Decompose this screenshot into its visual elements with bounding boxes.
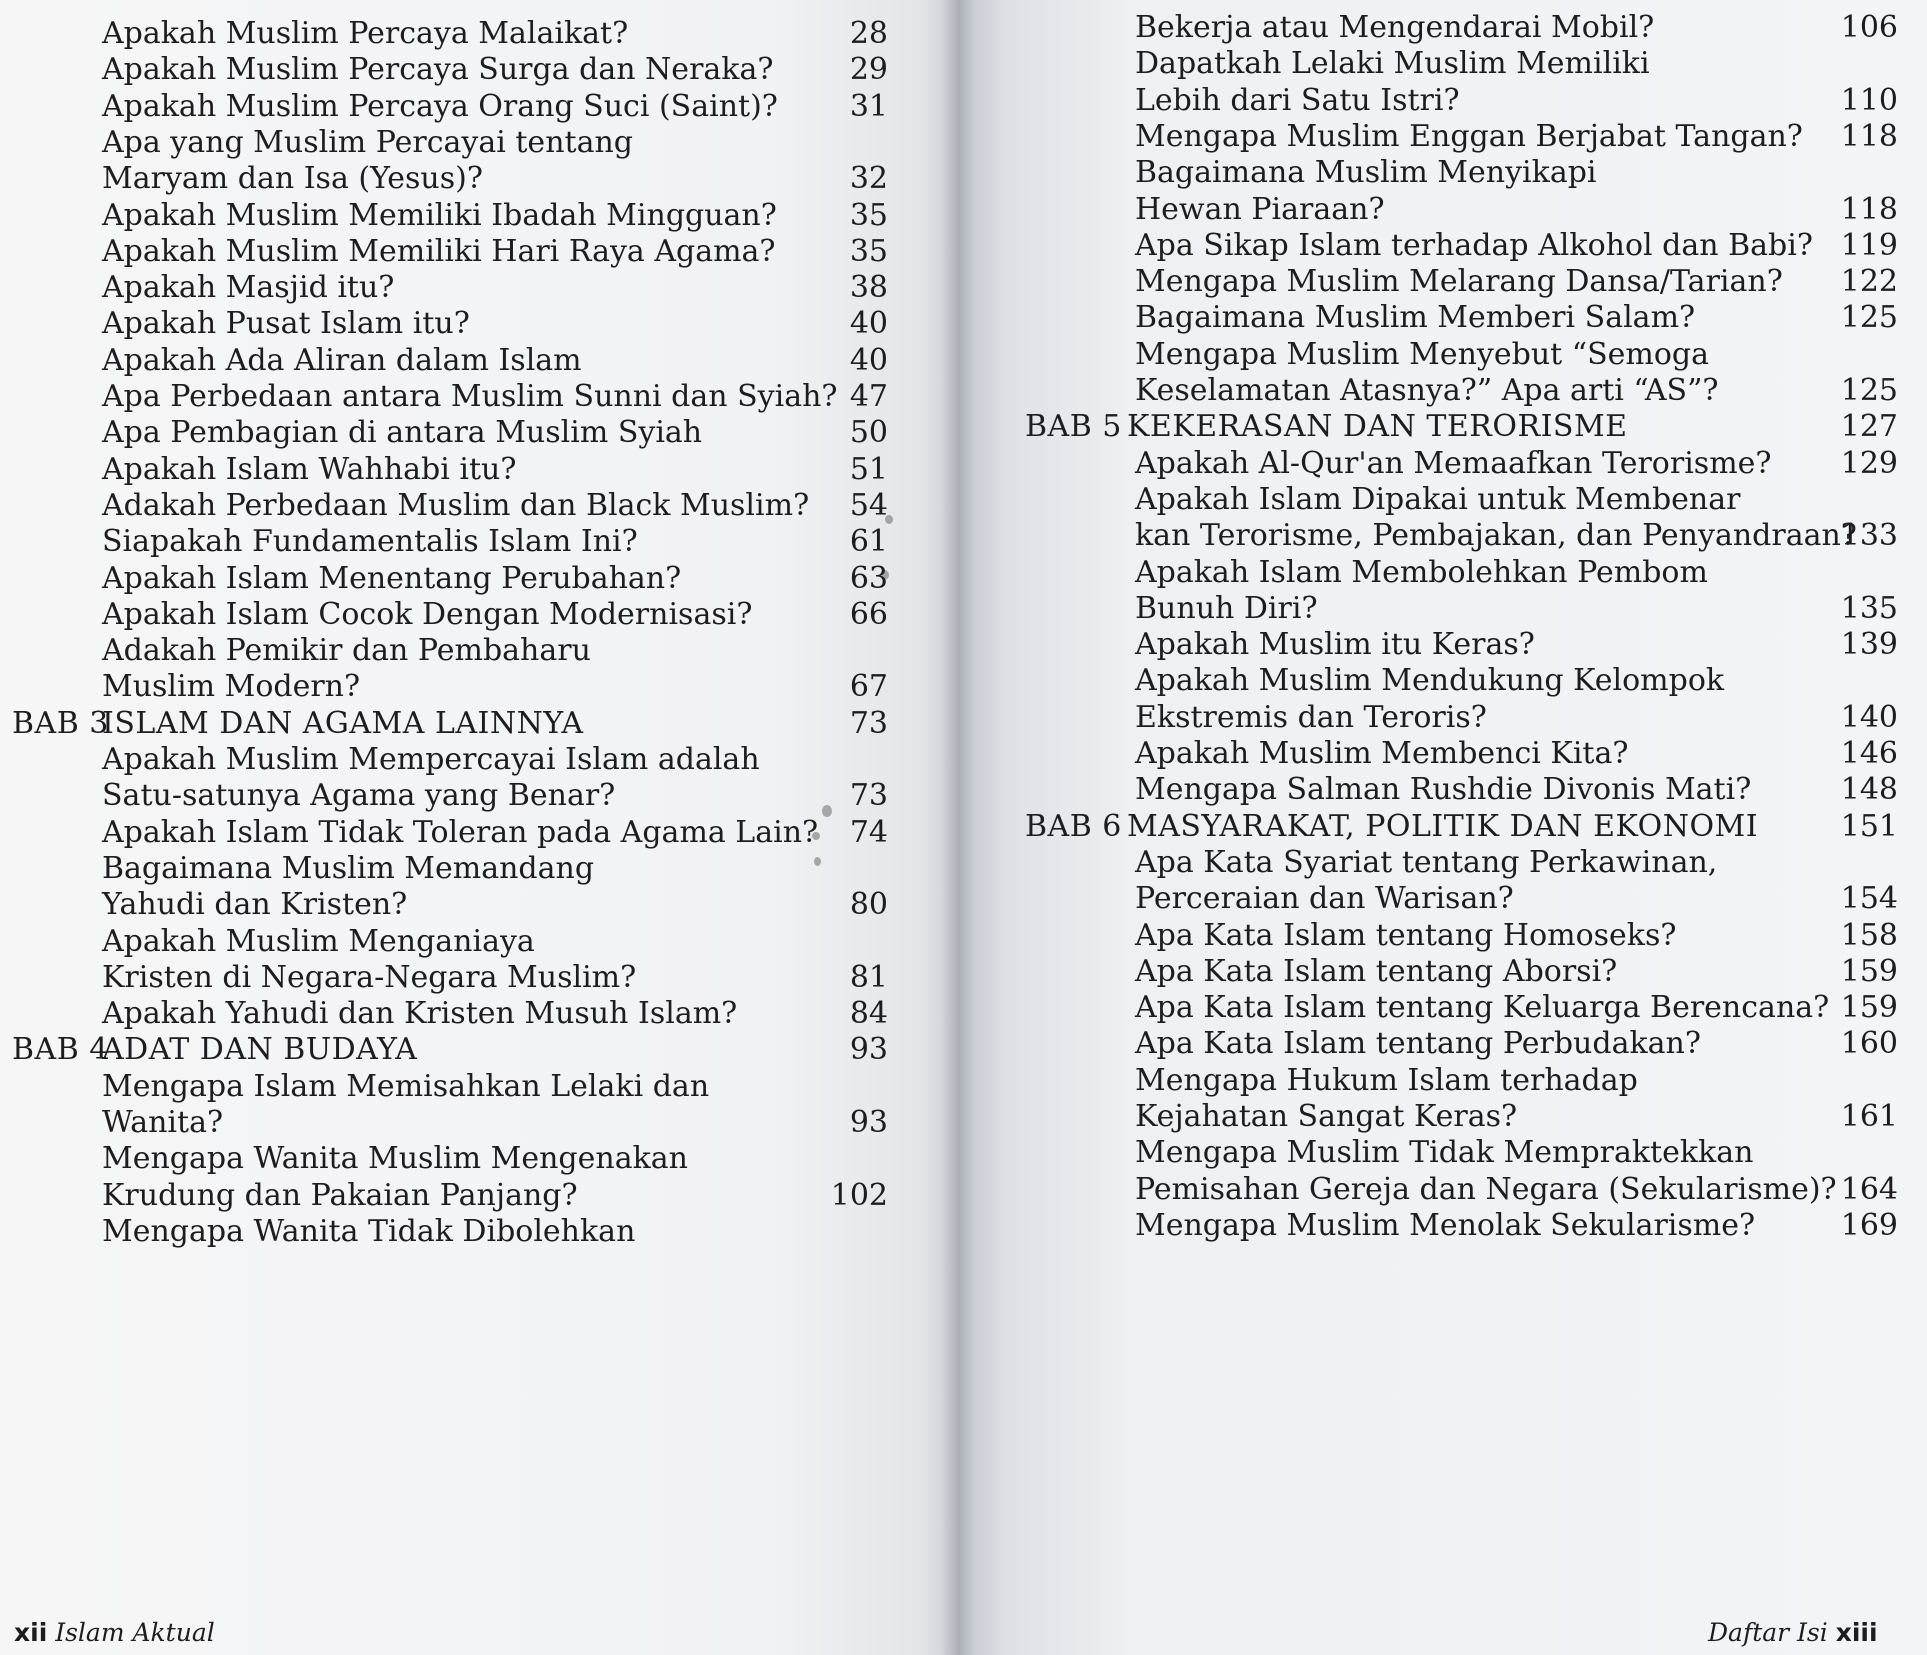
toc-entry: Apakah Muslim Membenci Kita? [1135, 736, 1629, 771]
toc-entry: Siapakah Fundamentalis Islam Ini? [102, 524, 638, 560]
toc-entry: Mengapa Wanita Tidak Dibolehkan [102, 1213, 636, 1249]
toc-entry: Mengapa Muslim Menyebut “Semoga [1135, 336, 1709, 372]
toc-page-number: 61 [849, 524, 888, 560]
toc-entry: Apakah Muslim Percaya Malaikat? [102, 16, 629, 51]
page-gutter [940, 0, 976, 1655]
toc-entry: Mengapa Salman Rushdie Divonis Mati? [1135, 772, 1752, 808]
toc-entry: Perceraian dan Warisan? [1135, 881, 1514, 917]
chapter-label: BAB 5 [1025, 409, 1122, 445]
toc-page-number: 80 [849, 887, 888, 923]
toc-entry: Apakah Muslim Mempercayai Islam adalah [102, 742, 760, 777]
toc-entry: Adakah Pemikir dan Pembaharu [102, 633, 591, 669]
chapter-title: MASYARAKAT, POLITIK DAN EKONOMI [1127, 808, 1759, 844]
toc-entry: Bekerja atau Mengendarai Mobil? [1135, 10, 1655, 45]
left-page-number: xii [14, 1618, 48, 1647]
right-page-number: xiii [1835, 1618, 1878, 1647]
toc-page-number: 93 [849, 1032, 888, 1068]
toc-entry: Apa Sikap Islam terhadap Alkohol dan Babi? [1135, 227, 1813, 263]
toc-entry: Ekstremis dan Teroris? [1135, 699, 1487, 735]
toc-entry: Apakah Muslim Percaya Surga dan Neraka? [102, 52, 774, 88]
toc-entry: Mengapa Muslim Tidak Mempraktekkan [1135, 1135, 1754, 1171]
toc-page-number: 47 [849, 379, 888, 414]
toc-page-number: 148 [1840, 772, 1898, 808]
toc-entry: Apakah Muslim Menganiaya [102, 923, 535, 959]
toc-entry: Apa Kata Islam tentang Aborsi? [1135, 953, 1618, 989]
toc-page-number: 51 [849, 451, 888, 487]
toc-page-number: 140 [1840, 699, 1898, 735]
toc-entry: Apa Perbedaan antara Muslim Sunni dan Syiah? [102, 379, 838, 414]
chapter-title: ISLAM DAN AGAMA LAINNYA [102, 705, 584, 741]
toc-page-number: 133 [1840, 518, 1898, 554]
toc-page-number: 161 [1840, 1099, 1898, 1134]
toc-page-number: 159 [1840, 953, 1898, 989]
toc-entry: Apa Kata Syariat tentang Perkawinan, [1135, 844, 1718, 880]
toc-entry: Apa Kata Islam tentang Keluarga Berencana? [1135, 990, 1830, 1026]
toc-page-number: 81 [849, 959, 888, 995]
toc-entry: Yahudi dan Kristen? [102, 887, 408, 923]
chapter-title: KEKERASAN DAN TERORISME [1127, 409, 1628, 445]
toc-entry: Bunuh Diri? [1135, 590, 1318, 626]
toc-entry: Apakah Yahudi dan Kristen Musuh Islam? [102, 996, 738, 1032]
toc-entry: Satu-satunya Agama yang Benar? [102, 778, 616, 814]
toc-page-number: 135 [1840, 590, 1898, 626]
toc-entry: Apakah Masjid itu? [102, 270, 395, 306]
toc-page-number: 73 [849, 778, 888, 814]
toc-entry: Muslim Modern? [102, 669, 361, 705]
chapter-title: ADAT DAN BUDAYA [102, 1032, 418, 1068]
toc-page-number: 40 [849, 342, 888, 378]
toc-page-number: 40 [849, 306, 888, 342]
toc-entry: Pemisahan Gereja dan Negara (Sekularisme)? [1135, 1171, 1837, 1207]
toc-page-number: 35 [849, 233, 888, 269]
toc-page-number: 110 [1840, 82, 1898, 118]
toc-page-number: 63 [849, 560, 888, 596]
toc-entry: Apa yang Muslim Percayai tentang [102, 124, 633, 160]
toc-entry: Bagaimana Muslim Menyikapi [1135, 155, 1597, 191]
toc-page-number: 74 [849, 814, 888, 850]
toc-page-number: 151 [1840, 808, 1898, 844]
right-footer [1708, 1618, 1878, 1648]
left-footer [14, 1618, 215, 1648]
toc-entry: Apa Kata Islam tentang Perbudakan? [1135, 1026, 1701, 1062]
toc-page-number: 93 [849, 1105, 888, 1140]
toc-entry: Mengapa Islam Memisahkan Lelaki dan [102, 1068, 710, 1104]
toc-entry: Wanita? [102, 1105, 224, 1140]
toc-entry: Apakah Islam Cocok Dengan Modernisasi? [102, 596, 753, 632]
toc-entry: Lebih dari Satu Istri? [1135, 82, 1460, 118]
toc-page-number: 54 [849, 487, 888, 523]
chapter-label: BAB 3 [12, 705, 109, 741]
toc-entry: Kristen di Negara-Negara Muslim? [102, 959, 637, 995]
toc-entry: Apakah Islam Menentang Perubahan? [102, 560, 682, 596]
toc-entry: Krudung dan Pakaian Panjang? [102, 1177, 578, 1213]
toc-entry: Apa Kata Islam tentang Homoseks? [1135, 917, 1677, 953]
toc-entry: Apa Pembagian di antara Muslim Syiah [102, 415, 703, 451]
toc-entry: Apakah Muslim Memiliki Ibadah Mingguan? [102, 197, 777, 233]
toc-entry: Apakah Muslim Mendukung Kelompok [1135, 663, 1725, 699]
toc-entry: Apakah Pusat Islam itu? [102, 306, 470, 342]
toc-page-number: 154 [1840, 881, 1898, 917]
toc-entry: Mengapa Wanita Muslim Mengenakan [102, 1141, 688, 1177]
toc-page-number: 118 [1840, 118, 1898, 154]
toc-page-number: 73 [849, 705, 888, 741]
toc-entry: Apakah Muslim Percaya Orang Suci (Saint)? [102, 88, 778, 124]
toc-page-number: 129 [1840, 445, 1898, 481]
toc-entry: Mengapa Muslim Menolak Sekularisme? [1135, 1207, 1756, 1243]
toc-page-number: 119 [1840, 227, 1898, 263]
toc-entry: Mengapa Muslim Melarang Dansa/Tarian? [1135, 264, 1783, 300]
toc-page-number: 38 [849, 270, 888, 306]
toc-page-number: 66 [849, 596, 888, 632]
toc-page-number: 31 [849, 88, 888, 124]
toc-page-number: 106 [1840, 10, 1898, 45]
toc-page-number: 159 [1840, 990, 1898, 1026]
chapter-label: BAB 4 [12, 1032, 109, 1068]
toc-page-number: 28 [849, 16, 888, 51]
toc-entry: Apakah Islam Wahhabi itu? [102, 451, 517, 487]
toc-page-number: 146 [1840, 736, 1898, 771]
toc-page-number: 164 [1840, 1171, 1898, 1207]
toc-entry: Apakah Islam Tidak Toleran pada Agama Lain? [102, 814, 819, 850]
toc-entry: Bagaimana Muslim Memberi Salam? [1135, 300, 1696, 336]
toc-entry: Keselamatan Atasnya?” Apa arti “AS”? [1135, 373, 1719, 408]
toc-entry: Bagaimana Muslim Memandang [102, 850, 595, 886]
toc-entry: Mengapa Muslim Enggan Berjabat Tangan? [1135, 118, 1803, 154]
toc-entry: Apakah Ada Aliran dalam Islam [102, 342, 582, 378]
toc-entry: Maryam dan Isa (Yesus)? [102, 161, 483, 197]
toc-entry: Hewan Piaraan? [1135, 191, 1385, 227]
toc-entry: Apakah Islam Dipakai untuk Membenar [1135, 481, 1741, 517]
toc-page-number: 67 [849, 669, 888, 705]
toc-entry: Apakah Al-Qur'an Memaafkan Terorisme? [1135, 445, 1772, 481]
toc-entry: Kejahatan Sangat Keras? [1135, 1099, 1518, 1134]
toc-page-number: 35 [849, 197, 888, 233]
toc-page-number: 160 [1840, 1026, 1898, 1062]
toc-page-number: 84 [849, 996, 888, 1032]
toc-entry: Dapatkah Lelaki Muslim Memiliki [1135, 46, 1650, 82]
ink-smudge [814, 857, 821, 866]
toc-page-number: 158 [1840, 917, 1898, 953]
toc-page-number: 32 [849, 161, 888, 197]
toc-page-number: 169 [1840, 1207, 1898, 1243]
toc-entry: Mengapa Hukum Islam terhadap [1135, 1062, 1638, 1098]
toc-page-number: 122 [1840, 264, 1898, 300]
chapter-label: BAB 6 [1025, 808, 1122, 844]
toc-page-number: 127 [1840, 409, 1898, 445]
toc-entry: kan Terorisme, Pembajakan, dan Penyandraan? [1135, 518, 1857, 554]
toc-page-number: 102 [830, 1177, 888, 1213]
left-running-title: Islam Aktual [55, 1618, 215, 1647]
toc-page-number: 29 [849, 52, 888, 88]
toc-page-number: 125 [1840, 373, 1898, 408]
toc-entry: Apakah Islam Membolehkan Pembom [1135, 554, 1708, 590]
right-running-title: Daftar Isi [1708, 1618, 1828, 1647]
toc-entry: Adakah Perbedaan Muslim dan Black Muslim? [102, 487, 810, 523]
toc-entry: Apakah Muslim itu Keras? [1135, 627, 1535, 663]
toc-page-number: 125 [1840, 300, 1898, 336]
toc-page-number: 50 [849, 415, 888, 451]
toc-page-number: 118 [1840, 191, 1898, 227]
toc-entry: Apakah Muslim Memiliki Hari Raya Agama? [102, 233, 776, 269]
toc-page-number: 139 [1840, 627, 1898, 663]
